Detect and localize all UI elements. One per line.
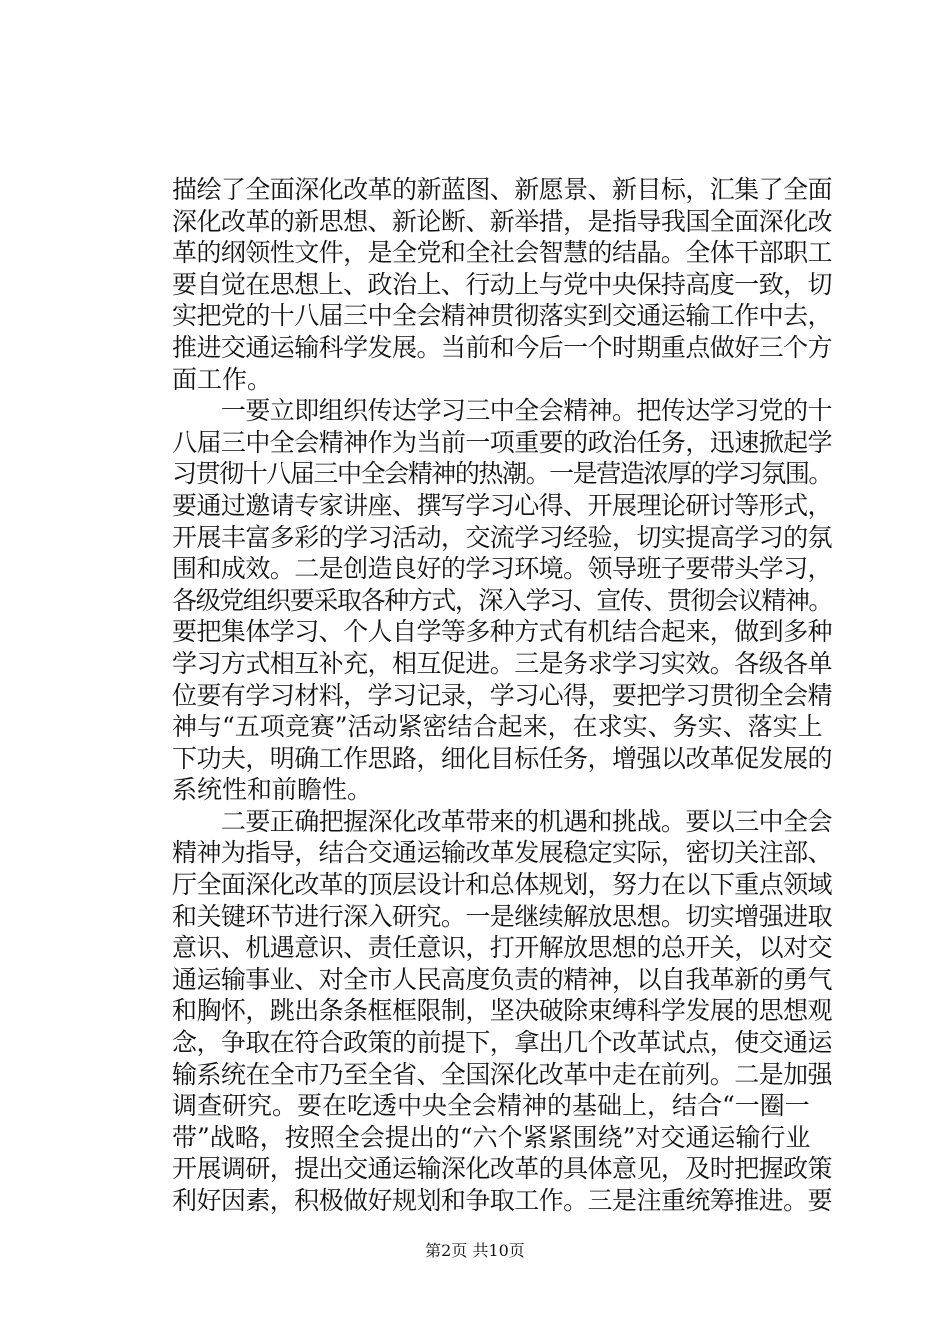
text-line: 带”战略，按照全会提出的“六个紧紧围绕”对交通运输行业 [172,1122,811,1152]
text-line: 厅全面深化改革的顶层设计和总体规划，努力在以下重点领域 [172,870,833,900]
text-line: 意识、机遇意识、责任意识，打开解放思想的总开关，以对交 [172,933,833,963]
text-line: 八届三中全会精神作为当前一项重要的政治任务，迅速掀起学 [172,427,833,457]
text-line: 系统性和前瞻性。 [172,775,373,805]
text-line: 念，争取在符合政策的前提下，拿出几个改革试点，使交通运 [172,1028,833,1058]
text-line: 革的纲领性文件，是全党和全社会智慧的结晶。全体干部职工 [172,238,833,268]
text-line: 围和成效。二是创造良好的学习环境。领导班子要带头学习， [172,554,833,584]
text-line: 推进交通运输科学发展。当前和今后一个时期重点做好三个方 [172,332,833,362]
text-line: 面工作。 [172,364,273,394]
text-line: 开展调研，提出交通运输深化改革的具体意见，及时把握政策 [172,1154,833,1184]
text-line: 和胸怀，跳出条条框框限制，坚决破除束缚科学发展的思想观 [172,996,833,1026]
text-line: 习贯彻十八届三中全会精神的热潮。一是营造浓厚的学习氛围。 [172,459,833,489]
text-line: 和关键环节进行深入研究。一是继续解放思想。切实增强进取 [172,901,833,931]
text-line: 深化改革的新思想、新论断、新举措，是指导我国全面深化改 [172,206,833,236]
text-line: 调查研究。要在吃透中央全会精神的基础上，结合“一圈一 [172,1091,810,1121]
text-line: 实把党的十八届三中全会精神贯彻落实到交通运输工作中去， [172,301,833,331]
body-text [172,174,832,1217]
text-line: 开展丰富多彩的学习活动，交流学习经验，切实提高学习的氛 [172,522,833,552]
text-line: 二要正确把握深化改革带来的机遇和挑战。要以三中全会 [172,806,833,836]
text-line: 一要立即组织传达学习三中全会精神。把传达学习党的十 [172,396,833,426]
text-line: 通运输事业、对全市人民高度负责的精神，以自我革新的勇气 [172,964,833,994]
text-line: 要通过邀请专家讲座、撰写学习心得、开展理论研讨等形式， [172,490,833,520]
text-line: 学习方式相互补充，相互促进。三是务求学习实效。各级各单 [172,648,833,678]
page-footer: 第2页 共10页 [425,1241,525,1260]
text-line: 描绘了全面深化改革的新蓝图、新愿景、新目标，汇集了全面 [172,175,833,204]
text-line: 输系统在全市乃至全省、全国深化改革中走在前列。二是加强 [172,1059,833,1089]
text-line: 下功夫，明确工作思路，细化目标任务，增强以改革促发展的 [172,743,833,773]
text-line: 位要有学习材料，学习记录，学习心得，要把学习贯彻全会精 [172,680,833,710]
text-line: 各级党组织要采取各种方式，深入学习、宣传、贯彻会议精神。 [172,585,833,615]
text-line: 要自觉在思想上、政治上、行动上与党中央保持高度一致，切 [172,269,833,299]
text-line: 利好因素，积极做好规划和争取工作。三是注重统筹推进。要 [172,1186,833,1215]
text-line: 要把集体学习、个人自学等多种方式有机结合起来，做到多种 [172,617,833,647]
text-line: 精神为指导，结合交通运输改革发展稳定实际，密切关注部、 [172,838,833,868]
text-line: 神与“五项竞赛”活动紧密结合起来，在求实、务实、落实上 [172,712,823,742]
